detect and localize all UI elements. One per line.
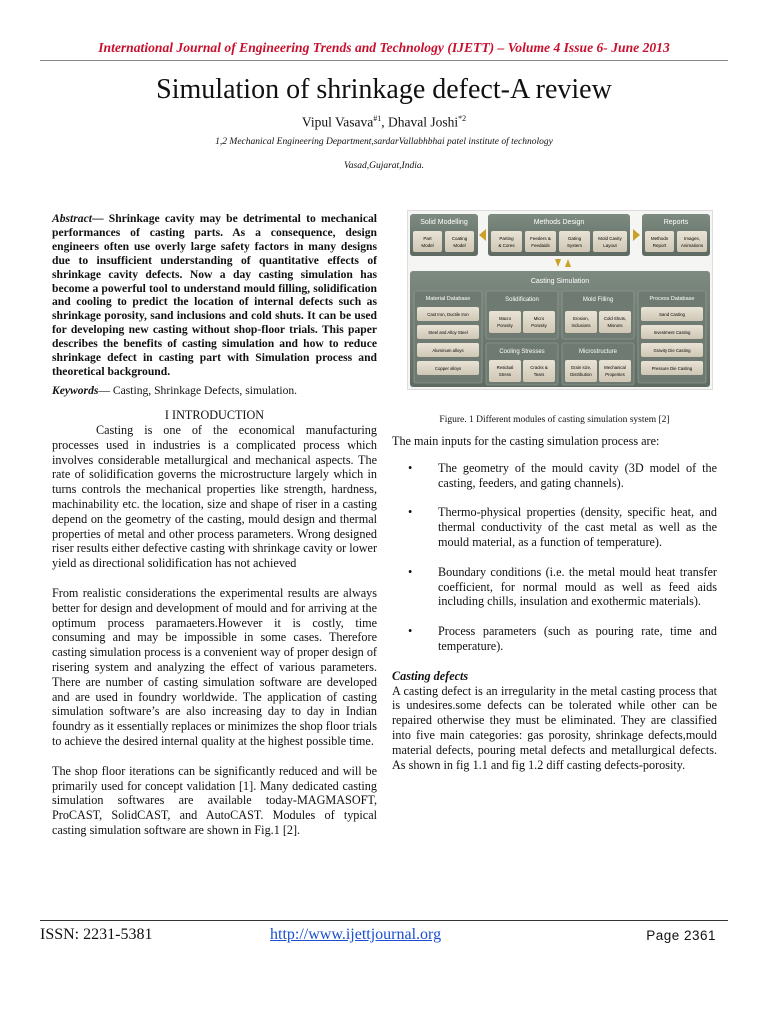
left-column — [52, 423, 377, 838]
svg-text:Aluminum alloys: Aluminum alloys — [432, 348, 464, 353]
svg-text:Solidification: Solidification — [505, 297, 539, 303]
right-column — [392, 434, 717, 772]
abstract-text: Shrinkage cavity may be detrimental to mechanical performances of casting parts. As a consequence, design engineers often use overly large safety factors in many designs due to insufficient understanding of quantitative effects of shrinkage cavity defects. Now a day casting simulation has become a powerful tool to understand mould filling, solidification and cooling to predict the location of internal defects such as shrinkage porosity, sand inclusions and cold shuts. It can be used for developing new casting without shop-floor trials. This paper describes the benefits of casting simulation and how to reduce shrinkage defect in casting part with Simulation process and theoretical background. — [52, 212, 378, 378]
list-item: • Boundary conditions (i.e. the metal mould heat transfer coefficient, for normal mould as well as feed aids including chills, insulation and exothermic materials). — [408, 564, 717, 609]
paper-title: Simulation of shrinkage defect-A review — [156, 74, 612, 105]
section-heading-introduction: I INTRODUCTION — [164, 408, 265, 422]
svg-text:Mold Cavity: Mold Cavity — [598, 236, 622, 241]
fig-solid-modelling: Solid Modelling — [420, 219, 468, 226]
svg-text:Inclusions: Inclusions — [571, 323, 591, 328]
casting-defects-heading: Casting defects — [392, 668, 469, 683]
abstract — [52, 212, 377, 379]
fig-methods-design: Methods Design — [533, 219, 585, 226]
svg-text:Feeders &: Feeders & — [530, 236, 551, 241]
svg-text:Pressure Die Casting: Pressure Die Casting — [651, 366, 693, 371]
svg-text:Steel and Alloy Steel: Steel and Alloy Steel — [428, 330, 468, 335]
svg-text:Feedaids: Feedaids — [531, 243, 550, 248]
svg-text:Gating: Gating — [567, 236, 582, 241]
svg-text:& Cores: & Cores — [498, 243, 515, 248]
list-item: • Thermo-physical properties (density, specific heat, and thermal conductivity of the cast metal as well as the mould material, as a function of temperature). — [408, 505, 717, 549]
svg-text:Porosity: Porosity — [531, 323, 547, 328]
affiliation-line-2: Vasad,Gujarat,India. — [344, 161, 424, 171]
footer-issn: ISSN: 2231-5381 — [40, 926, 153, 943]
footer-journal-link[interactable]: http://www.ijettjournal.org — [270, 926, 442, 943]
svg-text:Methods: Methods — [650, 236, 669, 241]
svg-text:Gravity Die Casting: Gravity Die Casting — [653, 348, 691, 353]
keywords — [52, 384, 377, 397]
keywords-dash: — — [98, 384, 113, 397]
list-item: • The geometry of the mould cavity (3D model of the casting, feeders, and gating channels). — [408, 460, 717, 490]
inputs-list — [392, 461, 717, 654]
svg-text:Porosity: Porosity — [497, 323, 513, 328]
footer-page-number: Page 2361 — [646, 928, 716, 943]
svg-text:Mechanical: Mechanical — [604, 365, 626, 370]
author-2: Dhaval Joshi — [387, 114, 459, 130]
svg-text:Layout: Layout — [603, 243, 617, 248]
header-divider — [40, 60, 728, 61]
svg-text:Cracks &: Cracks & — [530, 365, 548, 370]
journal-header: International Journal of Engineering Trends and Technology (IJETT) – Volume 4 Issue 6- June 2013 — [98, 40, 670, 55]
svg-text:Mold Filling: Mold Filling — [582, 297, 614, 303]
svg-text:Macro: Macro — [499, 316, 511, 321]
author-1-sup: #1 — [373, 114, 382, 123]
intro-paragraph-1: Casting is one of the economical manufacturing processes used in industries is a complicated process which involves considerable metallurgical and mechanical aspects. The rate of solidification governs the microstructure largely which in turns controls the mechanical properties like strength, hardness, machinability etc. the location, size and shape of riser in a casting depend on the geometry of the casting, mould design and thermal properties of metal and other process parameters. Wrong designed riser results either defective casting with shrinkage cavity or lower yield as directional solidification has not achieved — [52, 423, 377, 571]
fig-casting-simulation: Casting Simulation — [530, 278, 590, 285]
svg-text:Report: Report — [652, 243, 667, 248]
authors — [40, 114, 728, 131]
svg-text:Model: Model — [453, 243, 466, 248]
svg-text:Microstructure: Microstructure — [578, 349, 618, 355]
svg-text:Cast Iron, Ductile Iron: Cast Iron, Ductile Iron — [427, 312, 469, 317]
svg-text:Model: Model — [421, 243, 434, 248]
svg-text:Erosion,: Erosion, — [573, 316, 589, 321]
svg-text:Sand Casting: Sand Casting — [659, 312, 685, 317]
svg-text:Misruns: Misruns — [607, 323, 623, 328]
author-1: Vipul Vasava — [301, 114, 374, 130]
affiliation-line-1: 1,2 Mechanical Engineering Department,sardarVallabhbhai patel institute of technology — [215, 137, 553, 147]
svg-text:Properties: Properties — [605, 372, 625, 377]
svg-text:Animations: Animations — [680, 243, 704, 248]
abstract-label: Abstract — [52, 212, 92, 225]
svg-text:Stress: Stress — [498, 372, 512, 377]
svg-text:Cooling Stresses: Cooling Stresses — [499, 349, 545, 355]
svg-text:Distribution: Distribution — [570, 372, 592, 377]
inputs-intro: The main inputs for the casting simulation process are: — [392, 434, 660, 448]
svg-text:Tears: Tears — [533, 372, 545, 377]
author-2-sup: *2 — [458, 114, 467, 123]
svg-text:Parting: Parting — [499, 236, 514, 241]
casting-defects-paragraph: A casting defect is an irregularity in the metal casting process that is undesires.some defects can be tolerated while other can be repaired otherwise they must be eliminated. They are classified into five main categories: gas porosity, shrinkage defects,mould material defects, pouring metal defects and metallurgical defects. As shown in fig 1.1 and fig 1.2 diff casting defects-porosity. — [392, 683, 717, 772]
intro-paragraph-2: From realistic considerations the experimental results are always better for design and development of mould and for arriving at the optimum process paramaeters.However it is costly, time consuming and may be impossible in some cases. Therefore casting simulation process is a convenient way of proper design of risering system and analyzing the effect of various parameters. There are number of casting simulation software are developed and are used in foundry worldwide. The application of casting simulation software’s are also increasing day to day in Indian foundry as it essentially replaces or minimizes the shop floor trials to achieve the desired internal quality at the highest possible time. — [52, 585, 377, 748]
abstract-dash: — — [91, 212, 109, 225]
svg-text:Part: Part — [423, 236, 432, 241]
author-separator: , — [381, 114, 388, 130]
figure-caption: Figure. 1 Different modules of casting simulation system [2] — [439, 415, 670, 425]
svg-text:Grain size,: Grain size, — [570, 365, 592, 370]
fig-reports: Reports — [663, 219, 689, 226]
svg-text:Cold Shuts,: Cold Shuts, — [603, 316, 627, 321]
svg-text:Coating: Coating — [451, 236, 468, 241]
intro-paragraph-3: The shop floor iterations can be significantly reduced and will be primarily used for concept validation [1]. Many dedicated casting simulation softwares are available today-MAGMASOFT, ProCAST, SolidCAST, and AutoCAST. Modules of typical casting simulation software are shown in Fig.1 [2]. — [52, 763, 377, 837]
footer-divider — [40, 920, 728, 921]
svg-text:Images,: Images, — [683, 236, 701, 241]
list-item: • Process parameters (such as pouring rate, time and temperature). — [408, 624, 717, 653]
svg-text:System: System — [566, 243, 583, 248]
svg-text:Copper alloys: Copper alloys — [434, 366, 462, 371]
svg-text:Material Database: Material Database — [425, 296, 471, 302]
keywords-label: Keywords — [52, 384, 99, 397]
svg-text:Investment Casting: Investment Casting — [653, 330, 691, 335]
keywords-text: Casting, Shrinkage Defects, simulation. — [112, 384, 298, 397]
svg-text:Process Database: Process Database — [649, 296, 695, 302]
figure-casting-simulation-modules — [407, 210, 713, 390]
figure-diagram — [408, 211, 712, 389]
svg-text:Micro: Micro — [533, 316, 545, 321]
svg-text:Residual: Residual — [496, 365, 514, 370]
